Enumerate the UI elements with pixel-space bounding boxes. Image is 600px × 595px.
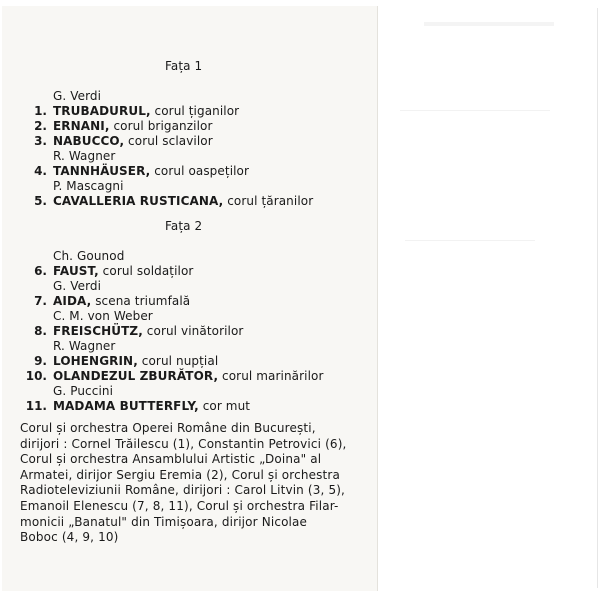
composer-name: C. M. von Weber bbox=[53, 309, 153, 323]
credits-line: Corul și orchestra Ansamblului Artistic „Doina" al bbox=[20, 452, 322, 467]
bleed-through-line bbox=[400, 110, 550, 111]
track-entry bbox=[53, 104, 239, 119]
track-entry bbox=[53, 134, 213, 149]
side-1-heading: Fața 1 bbox=[165, 59, 203, 73]
track-entry bbox=[53, 194, 313, 209]
composer-name: P. Mascagni bbox=[53, 179, 124, 193]
composer-name: R. Wagner bbox=[53, 339, 116, 353]
bleed-through-mark bbox=[424, 22, 554, 26]
track-description: corul vinătorilor bbox=[142, 324, 244, 338]
track-number: 8. bbox=[34, 324, 47, 338]
track-number: 6. bbox=[34, 264, 47, 278]
track-entry bbox=[53, 399, 250, 414]
track-entry bbox=[53, 324, 243, 339]
credits-line: Radioteleviziunii Române, dirijori : Carol Litvin (3, 5), bbox=[20, 483, 346, 498]
track-title: LOHENGRIN, bbox=[53, 354, 138, 368]
track-description: cor mut bbox=[198, 399, 251, 413]
track-description: corul nupțial bbox=[137, 354, 219, 368]
track-title: FAUST, bbox=[53, 264, 99, 278]
composer-name: G. Verdi bbox=[53, 279, 102, 293]
track-title: TRUBADURUL, bbox=[53, 104, 151, 118]
track-entry bbox=[53, 354, 218, 369]
track-description: scena triumfală bbox=[91, 294, 191, 308]
track-title: ERNANI, bbox=[53, 119, 110, 133]
track-description: corul marinărilor bbox=[218, 369, 324, 383]
track-number: 9. bbox=[34, 354, 47, 368]
track-title: OLANDEZUL ZBURĂTOR, bbox=[53, 369, 219, 383]
composer-name: G. Puccini bbox=[53, 384, 114, 398]
track-title: NABUCCO, bbox=[53, 134, 125, 148]
track-description: corul țăranilor bbox=[223, 194, 314, 208]
composer-name: Ch. Gounod bbox=[53, 249, 125, 263]
credits-line: Armatei, dirijor Sergiu Eremia (2), Corul și orchestra bbox=[20, 467, 340, 482]
track-entry bbox=[53, 119, 213, 134]
track-number: 3. bbox=[34, 134, 47, 148]
track-number: 10. bbox=[25, 369, 47, 383]
track-description: corul briganzilor bbox=[109, 119, 213, 133]
track-title: MADAMA BUTTERFLY, bbox=[53, 399, 199, 413]
track-description: corul oaspeților bbox=[150, 164, 250, 178]
track-title: FREISCHÜTZ, bbox=[53, 324, 143, 338]
performer-credits bbox=[20, 421, 370, 546]
credits-line: Emanoil Elenescu (7, 8, 11), Corul și orchestra Filar- bbox=[20, 498, 339, 513]
track-entry bbox=[53, 294, 190, 309]
track-description: corul țiganilor bbox=[150, 104, 240, 118]
credits-line: dirijori : Cornel Trăilescu (1), Constantin Petrovici (6), bbox=[20, 436, 347, 451]
composer-name: R. Wagner bbox=[53, 149, 116, 163]
track-entry bbox=[53, 164, 249, 179]
side-2-heading: Fața 2 bbox=[165, 219, 203, 233]
bleed-through-line bbox=[405, 240, 535, 241]
track-number: 4. bbox=[34, 164, 47, 178]
blank-panel bbox=[378, 4, 596, 592]
track-title: TANNHÄUSER, bbox=[53, 164, 151, 178]
track-number: 5. bbox=[34, 194, 47, 208]
track-title: AIDA, bbox=[53, 294, 92, 308]
credits-line: Corul și orchestra Operei Române din București, bbox=[20, 421, 316, 435]
track-number: 7. bbox=[34, 294, 47, 308]
track-description: corul soldaților bbox=[98, 264, 194, 278]
card-edge bbox=[597, 8, 598, 588]
track-number: 1. bbox=[34, 104, 47, 118]
composer-name: G. Verdi bbox=[53, 89, 102, 103]
track-number: 2. bbox=[34, 119, 47, 133]
track-description: corul sclavilor bbox=[124, 134, 213, 148]
track-title: CAVALLERIA RUSTICANA, bbox=[53, 194, 224, 208]
track-number: 11. bbox=[25, 399, 47, 413]
track-entry bbox=[53, 264, 193, 279]
credits-line: monicii „Banatul" din Timișoara, dirijor Nicolae bbox=[20, 514, 308, 529]
credits-line: Boboc (4, 9, 10) bbox=[20, 530, 119, 545]
track-entry bbox=[53, 369, 324, 384]
